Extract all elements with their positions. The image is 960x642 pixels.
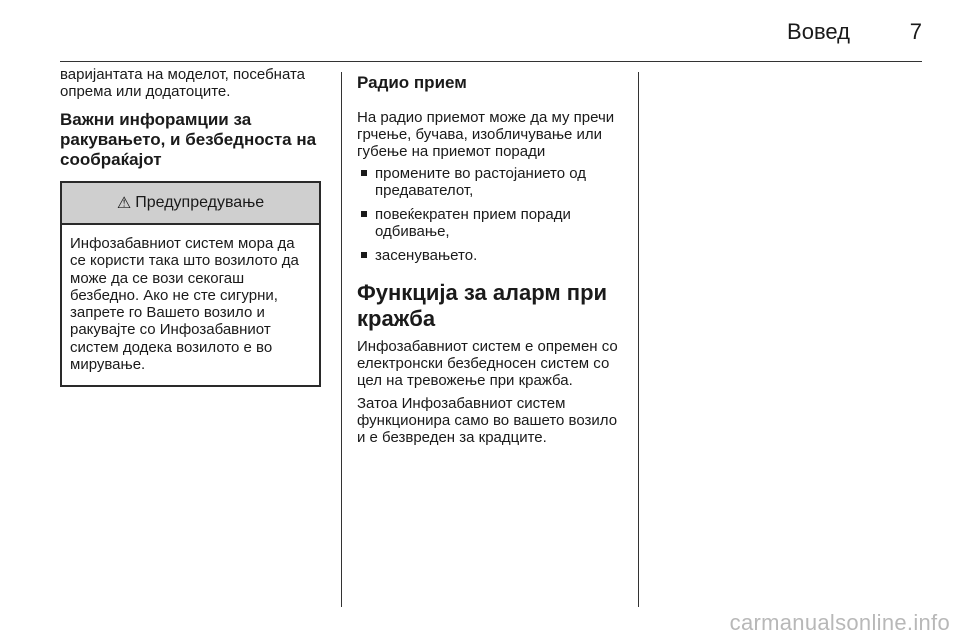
- alarm-paragraph-1: Инфозабавниот систем е опремен со електронски безбедносен систем со цел на тревожење при кражба.: [357, 338, 618, 389]
- column-2: [357, 66, 622, 452]
- watermark: carmanualsonline.info: [729, 610, 950, 635]
- header-title: Вовед: [787, 19, 850, 44]
- column-1: [60, 66, 325, 387]
- column-divider-1: [341, 72, 342, 607]
- warning-title: Предупредување: [135, 194, 265, 211]
- warning-text: Инфозабавниот систем мора да се користи така што возилото да може да се вози секогаш безбедно. Ако не сте сигурни, запрете го Вашето возило и ракувајте со Инфозабавниот систем додека возилото е во мирување.: [70, 235, 299, 374]
- section-heading-alarm: Функција за аларм при кражба: [357, 280, 608, 331]
- bullet-square-icon: [361, 252, 367, 258]
- intro-text: варијантата на моделот, посебната опрема или додатоците.: [60, 66, 306, 100]
- radio-intro: На радио приемот може да му пречи грчење, бучава, изобличување или губење на приемот поради: [357, 109, 615, 160]
- section-heading-radio: Радио прием: [357, 73, 467, 92]
- page-number: 7: [909, 19, 922, 44]
- list-item: повеќекратен прием поради одбивање,: [357, 206, 622, 240]
- warning-header: [62, 183, 319, 225]
- alarm-paragraph-2: Затоа Инфозабавниот систем функционира само во вашето возило и е безвреден за крадците.: [357, 395, 618, 446]
- radio-bullet-list: [357, 165, 622, 264]
- section-heading-safety: Важни инфорамции за ракувањето, и безбедноста на сообраќајот: [60, 110, 317, 169]
- list-item: засенувањето.: [357, 247, 622, 264]
- header-rule: [60, 61, 922, 62]
- bullet-square-icon: [361, 170, 367, 176]
- list-item: промените во растојанието од предавателот,: [357, 165, 622, 199]
- bullet-square-icon: [361, 211, 367, 217]
- warning-box: [60, 181, 321, 387]
- warning-triangle-icon: ⚠: [116, 195, 132, 212]
- column-divider-2: [638, 72, 639, 607]
